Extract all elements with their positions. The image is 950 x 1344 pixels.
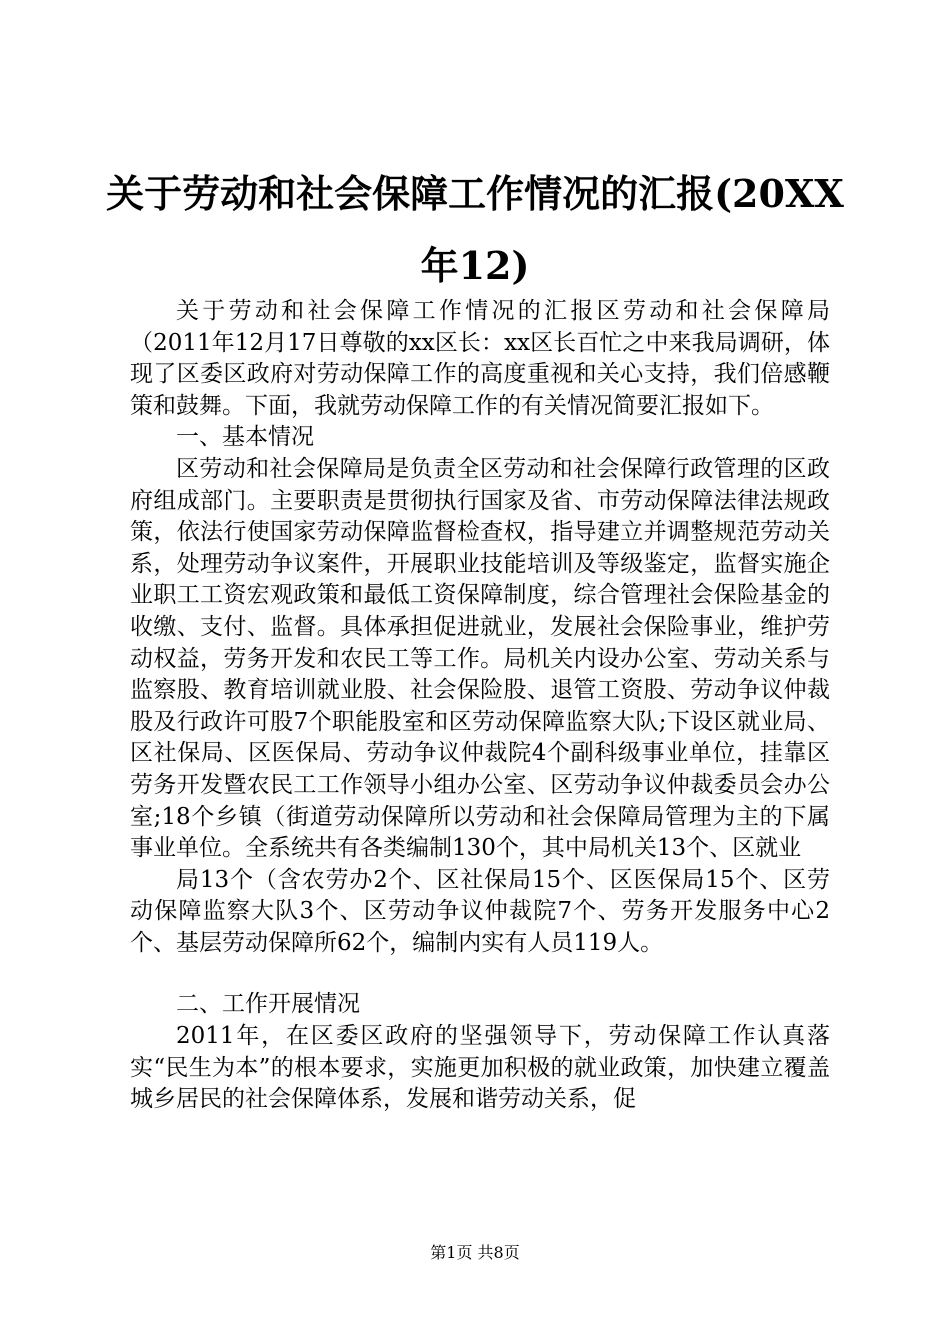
intro-paragraph: 关于劳动和社会保障工作情况的汇报区劳动和社会保障局（2011年12月17日尊敬的xx区长：xx区长百忙之中来我局调研，体现了区委区政府对劳动保障工作的高度重视和关心支持，我们倍感鞭策和鼓舞。下面，我就劳动保障工作的有关情况简要汇报如下。 — [130, 298, 830, 419]
basic-info-paragraph: 区劳动和社会保障局是负责全区劳动和社会保障行政管理的区政府组成部门。主要职责是贯彻执行国家及省、市劳动保障法律法规政策，依法行使国家劳动保障监督检查权，指导建立并调整规范劳动关系，处理劳动争议案件，开展职业技能培训及等级鉴定，监督实施企业职工工资宏观政策和最低工资保障制度，综合管理社会保险基金的收缴、支付、监督。具体承担促进就业，发展社会保险事业，维护劳动权益，劳务开发和农民工等工作。局机关内设办公室、劳动关系与监察股、教育培训就业股、社会保险股、退管工资股、劳动争议仲裁股及行政许可股7个职能股室和区劳动保障监察大队;下设区就业局、区社保局、区医保局、劳动争议仲裁院4个副科级事业单位，挂靠区劳务开发暨农民工工作领导小组办公室、区劳动争议仲裁委员会办公室;18个乡镇（街道劳动保障所以劳动和社会保障局管理为主的下属事业单位。全系统共有各类编制130个，其中局机关13个、区就业 — [130, 455, 830, 862]
section-heading-basic: 一、基本情况 — [176, 424, 314, 451]
work-paragraph: 2011年，在区委区政府的坚强领导下，劳动保障工作认真落实“民生为本”的根本要求，实施更加积极的就业政策，加快建立覆盖城乡居民的社会保障体系，发展和谐劳动关系，促 — [130, 1023, 830, 1113]
section-heading-work: 二、工作开展情况 — [176, 991, 360, 1018]
document-title: 关于劳动和社会保障工作情况的汇报(20XX年12) — [106, 171, 844, 288]
staffing-paragraph: 局13个（含农劳办2个、区社保局15个、区医保局15个、区劳动保障监察大队3个、区劳动争议仲裁院7个、劳务开发服务中心2个、基层劳动保障所62个，编制内实有人员119人。 — [130, 866, 830, 956]
document-body — [130, 296, 830, 1116]
paragraph-gap — [130, 959, 830, 989]
page-footer: 第1页 共8页 — [430, 1243, 520, 1262]
